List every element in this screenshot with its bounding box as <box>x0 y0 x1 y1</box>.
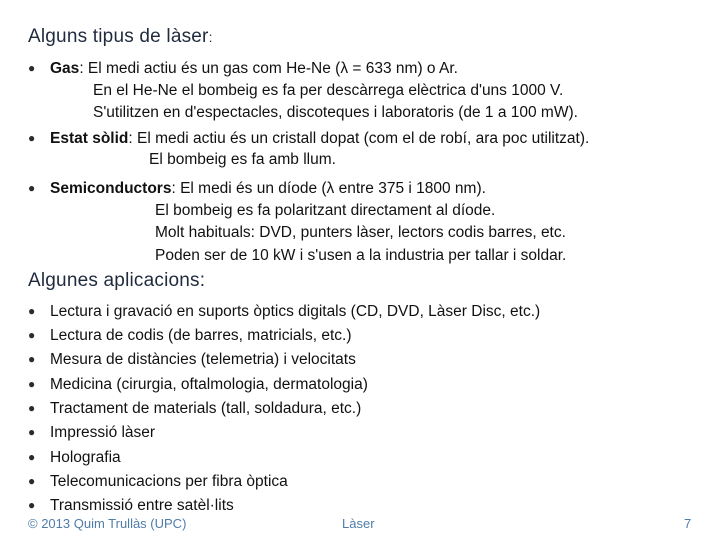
bullet-icon: ● <box>28 401 36 415</box>
continuation-line: S'utilitzen en d'espectacles, discoteques i laboratoris (de 1 a 100 mW). <box>93 104 578 121</box>
term-solid-state: Estat sòlid <box>50 130 129 147</box>
list-item: ● Mesura de distàncies (telemetria) i velocitats <box>28 348 356 371</box>
section-title-laser-types: Alguns tipus de làser: <box>28 26 213 47</box>
term-gas: Gas <box>50 60 80 77</box>
section-title-applications: Algunes aplicacions: <box>28 270 206 291</box>
bullet-icon: ● <box>28 304 36 318</box>
list-item: ● Telecomunicacions per fibra òptica <box>28 470 288 493</box>
bullet-icon: ● <box>28 352 36 366</box>
list-item: ● Transmissió entre satèl·lits <box>28 494 234 517</box>
list-item: ● Holografia <box>28 446 121 469</box>
continuation-line: En el He-Ne el bombeig es fa per descàrrega elèctrica d'uns 1000 V. <box>93 82 564 99</box>
footer-title: Làser <box>342 516 375 531</box>
list-item: ● Lectura i gravació en suports òptics digitals (CD, DVD, Làser Disc, etc.) <box>28 300 540 323</box>
term-semiconductors: Semiconductors <box>50 180 172 197</box>
item-text: : El medi actiu és un gas com He-Ne (λ = 633 nm) o Ar. <box>79 60 458 77</box>
list-item: ● Lectura de codis (de barres, matricials, etc.) <box>28 324 352 347</box>
footer-copyright: © 2013 Quim Trullàs (UPC) <box>28 516 187 531</box>
bullet-icon: ● <box>28 450 36 464</box>
continuation-line: Poden ser de 10 kW i s'usen a la industria per tallar i soldar. <box>155 247 567 264</box>
item-text: : El medi actiu és un cristall dopat (com el de robí, ara poc utilitzat). <box>128 130 590 147</box>
bullet-icon: ● <box>28 61 36 75</box>
list-item-gas <box>28 57 458 80</box>
bullet-icon: ● <box>28 377 36 391</box>
bullet-icon: ● <box>28 181 36 195</box>
bullet-icon: ● <box>28 328 36 342</box>
bullet-icon: ● <box>28 474 36 488</box>
item-text: : El medi és un díode (λ entre 375 i 1800 nm). <box>171 180 486 197</box>
list-item: ● Medicina (cirurgia, oftalmologia, dermatologia) <box>28 373 368 396</box>
bullet-icon: ● <box>28 425 36 439</box>
bullet-icon: ● <box>28 131 36 145</box>
page-number: 7 <box>684 516 692 531</box>
list-item-solid-state <box>28 127 589 150</box>
list-item: ● Tractament de materials (tall, soldadura, etc.) <box>28 397 361 420</box>
continuation-line: Molt habituals: DVD, punters làser, lectors codis barres, etc. <box>155 224 566 241</box>
bullet-icon: ● <box>28 498 36 512</box>
list-item-semiconductors <box>28 177 486 200</box>
continuation-line: El bombeig es fa polaritzant directament al díode. <box>155 202 496 219</box>
list-item: ● Impressió làser <box>28 421 155 444</box>
continuation-line: El bombeig es fa amb llum. <box>149 151 336 168</box>
